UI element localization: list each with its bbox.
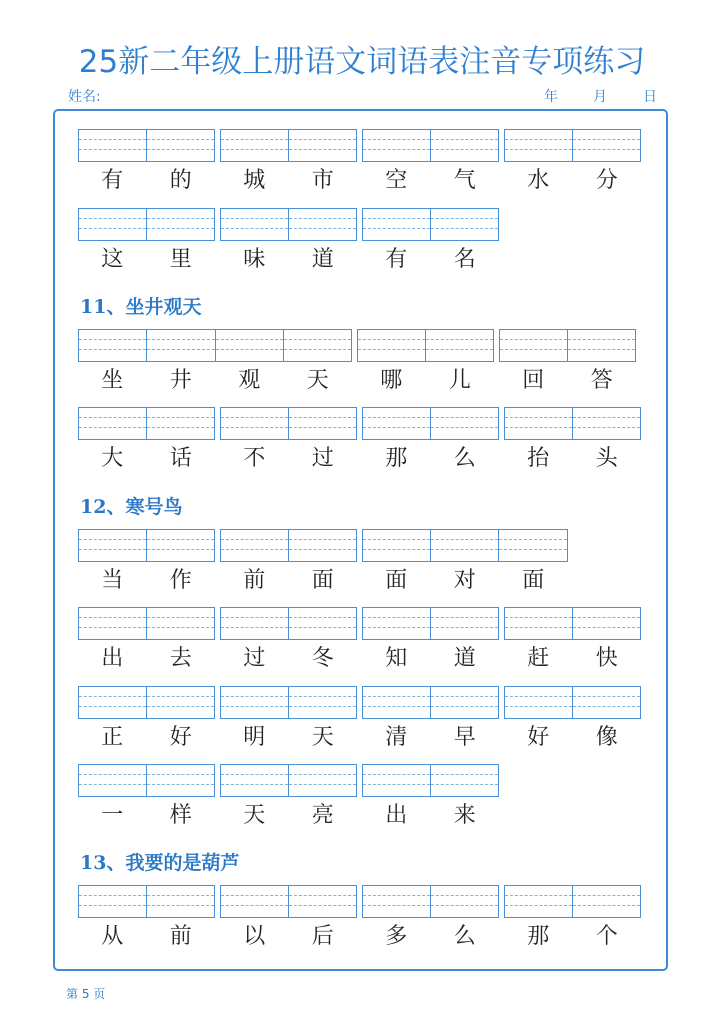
word-character: 回 [522, 368, 545, 393]
pinyin-cell[interactable] [146, 130, 214, 161]
pinyin-cell[interactable] [288, 608, 356, 639]
pinyin-cell[interactable] [146, 530, 214, 561]
word-character: 空 [385, 168, 408, 193]
section-title: 11、坐井观天 [80, 296, 202, 318]
pinyin-grid[interactable] [220, 885, 357, 918]
word-character: 气 [453, 168, 476, 193]
word-character: 名 [453, 247, 476, 272]
word-character: 不 [243, 446, 266, 471]
pinyin-cell[interactable] [146, 765, 214, 796]
pinyin-grid[interactable] [78, 407, 215, 440]
word-character: 前 [243, 568, 266, 593]
year-label: 年 [544, 89, 558, 105]
word-character: 市 [311, 168, 334, 193]
word-character: 头 [595, 446, 618, 471]
pinyin-grid[interactable] [220, 686, 357, 719]
word-character: 样 [169, 803, 192, 828]
pinyin-cell[interactable] [425, 330, 493, 361]
pinyin-cell[interactable] [572, 886, 640, 917]
pinyin-cell[interactable] [288, 408, 356, 439]
word-character: 好 [527, 725, 550, 750]
pinyin-grid[interactable] [220, 529, 357, 562]
pinyin-grid[interactable] [504, 407, 641, 440]
pinyin-grid[interactable] [504, 686, 641, 719]
pinyin-cell[interactable] [505, 886, 572, 917]
word-character: 哪 [380, 368, 403, 393]
word-character: 后 [311, 924, 334, 949]
pinyin-cell[interactable] [288, 687, 356, 718]
word-character: 清 [385, 725, 408, 750]
word-character: 当 [101, 568, 124, 593]
pinyin-cell[interactable] [221, 408, 288, 439]
pinyin-cell[interactable] [221, 209, 288, 240]
month-label: 月 [593, 89, 607, 105]
word-character: 分 [595, 168, 618, 193]
word-character: 的 [169, 168, 192, 193]
pinyin-cell[interactable] [363, 886, 430, 917]
word-character: 天 [243, 803, 266, 828]
pinyin-cell[interactable] [363, 209, 430, 240]
pinyin-cell[interactable] [430, 530, 498, 561]
pinyin-cell[interactable] [288, 530, 356, 561]
word-character: 天 [311, 725, 334, 750]
pinyin-grid[interactable] [220, 764, 357, 797]
word-character: 面 [522, 568, 545, 593]
pinyin-cell[interactable] [146, 608, 214, 639]
word-character: 道 [453, 646, 476, 671]
pinyin-cell[interactable] [505, 687, 572, 718]
word-character: 里 [169, 247, 192, 272]
name-label: 姓名: [68, 89, 101, 105]
pinyin-cell[interactable] [505, 130, 572, 161]
pinyin-cell[interactable] [505, 408, 572, 439]
pinyin-grid[interactable] [499, 329, 636, 362]
pinyin-cell[interactable] [430, 608, 498, 639]
pinyin-grid[interactable] [504, 129, 641, 162]
day-label: 日 [643, 89, 657, 105]
pinyin-cell[interactable] [572, 687, 640, 718]
word-character: 明 [243, 725, 266, 750]
word-character: 城 [243, 168, 266, 193]
word-character: 一 [101, 803, 124, 828]
word-character: 过 [311, 446, 334, 471]
pinyin-cell[interactable] [430, 408, 498, 439]
word-character: 多 [385, 924, 408, 949]
pinyin-cell[interactable] [363, 530, 430, 561]
pinyin-grid[interactable] [78, 764, 215, 797]
word-character: 个 [595, 924, 618, 949]
pinyin-cell[interactable] [79, 130, 146, 161]
word-character: 有 [385, 247, 408, 272]
pinyin-grid[interactable] [362, 529, 568, 562]
word-character: 味 [243, 247, 266, 272]
section-title: 12、寒号鸟 [80, 496, 183, 518]
pinyin-cell[interactable] [430, 209, 498, 240]
word-character: 过 [243, 646, 266, 671]
pinyin-cell[interactable] [500, 330, 567, 361]
pinyin-grid[interactable] [78, 607, 215, 640]
page-number: 第 5 页 [66, 987, 106, 1001]
section-title: 13、我要的是葫芦 [80, 852, 240, 874]
pinyin-cell[interactable] [79, 408, 146, 439]
pinyin-cell[interactable] [363, 687, 430, 718]
pinyin-cell[interactable] [363, 130, 430, 161]
word-character: 有 [101, 168, 124, 193]
word-character: 好 [169, 725, 192, 750]
pinyin-cell[interactable] [498, 530, 566, 561]
pinyin-cell[interactable] [146, 886, 214, 917]
pinyin-cell[interactable] [430, 886, 498, 917]
pinyin-cell[interactable] [283, 330, 351, 361]
pinyin-cell[interactable] [79, 530, 146, 561]
pinyin-cell[interactable] [146, 209, 214, 240]
pinyin-cell[interactable] [221, 608, 288, 639]
word-character: 冬 [311, 646, 334, 671]
word-character: 面 [385, 568, 408, 593]
word-character: 么 [453, 924, 476, 949]
word-character: 抬 [527, 446, 550, 471]
page-title: 25新二年级上册语文词语表注音专项练习 [78, 44, 646, 80]
pinyin-cell[interactable] [505, 608, 572, 639]
word-character: 从 [101, 924, 124, 949]
word-character: 水 [527, 168, 550, 193]
pinyin-grid[interactable] [220, 607, 357, 640]
word-character: 井 [169, 368, 192, 393]
word-character: 那 [527, 924, 550, 949]
pinyin-grid[interactable] [362, 885, 499, 918]
pinyin-grid[interactable] [220, 208, 357, 241]
pinyin-grid[interactable] [362, 208, 499, 241]
word-character: 答 [590, 368, 613, 393]
word-character: 儿 [448, 368, 471, 393]
pinyin-grid[interactable] [78, 686, 215, 719]
pinyin-cell[interactable] [430, 130, 498, 161]
pinyin-cell[interactable] [221, 687, 288, 718]
pinyin-cell[interactable] [358, 330, 425, 361]
pinyin-cell[interactable] [221, 530, 288, 561]
word-character: 道 [311, 247, 334, 272]
pinyin-grid[interactable] [362, 607, 499, 640]
pinyin-cell[interactable] [567, 330, 635, 361]
pinyin-cell[interactable] [221, 765, 288, 796]
pinyin-cell[interactable] [79, 886, 146, 917]
pinyin-cell[interactable] [288, 130, 356, 161]
word-character: 早 [453, 725, 476, 750]
pinyin-grid[interactable] [220, 407, 357, 440]
pinyin-cell[interactable] [79, 209, 146, 240]
word-character: 快 [595, 646, 618, 671]
pinyin-cell[interactable] [79, 608, 146, 639]
pinyin-grid[interactable] [362, 129, 499, 162]
pinyin-grid[interactable] [504, 885, 641, 918]
pinyin-cell[interactable] [215, 330, 283, 361]
word-character: 出 [101, 646, 124, 671]
pinyin-cell[interactable] [79, 330, 146, 361]
pinyin-grid[interactable] [78, 329, 352, 362]
pinyin-cell[interactable] [363, 408, 430, 439]
pinyin-grid[interactable] [357, 329, 494, 362]
pinyin-cell[interactable] [430, 765, 498, 796]
pinyin-cell[interactable] [430, 687, 498, 718]
word-character: 么 [453, 446, 476, 471]
pinyin-grid[interactable] [78, 208, 215, 241]
word-character: 以 [243, 924, 266, 949]
word-character: 坐 [101, 368, 124, 393]
pinyin-grid[interactable] [78, 529, 215, 562]
word-character: 出 [385, 803, 408, 828]
word-character: 去 [169, 646, 192, 671]
pinyin-cell[interactable] [288, 886, 356, 917]
word-character: 正 [101, 725, 124, 750]
pinyin-grid[interactable] [220, 129, 357, 162]
word-character: 那 [385, 446, 408, 471]
pinyin-cell[interactable] [79, 687, 146, 718]
pinyin-cell[interactable] [146, 687, 214, 718]
pinyin-grid[interactable] [362, 764, 499, 797]
pinyin-cell[interactable] [572, 130, 640, 161]
word-character: 亮 [311, 803, 334, 828]
word-character: 知 [385, 646, 408, 671]
pinyin-cell[interactable] [146, 330, 214, 361]
word-character: 面 [311, 568, 334, 593]
pinyin-grid[interactable] [362, 407, 499, 440]
pinyin-cell[interactable] [288, 209, 356, 240]
word-character: 作 [169, 568, 192, 593]
pinyin-cell[interactable] [288, 765, 356, 796]
word-character: 话 [169, 446, 192, 471]
pinyin-cell[interactable] [221, 886, 288, 917]
pinyin-cell[interactable] [572, 608, 640, 639]
pinyin-cell[interactable] [363, 608, 430, 639]
word-character: 这 [101, 247, 124, 272]
word-character: 来 [453, 803, 476, 828]
word-character: 像 [595, 725, 618, 750]
word-character: 对 [453, 568, 476, 593]
pinyin-grid[interactable] [78, 885, 215, 918]
pinyin-grid[interactable] [78, 129, 215, 162]
pinyin-cell[interactable] [146, 408, 214, 439]
pinyin-grid[interactable] [362, 686, 499, 719]
word-character: 赶 [527, 646, 550, 671]
word-character: 天 [306, 368, 329, 393]
pinyin-cell[interactable] [572, 408, 640, 439]
pinyin-cell[interactable] [79, 765, 146, 796]
word-character: 观 [238, 368, 261, 393]
word-character: 大 [101, 446, 124, 471]
word-character: 前 [169, 924, 192, 949]
pinyin-cell[interactable] [221, 130, 288, 161]
pinyin-grid[interactable] [504, 607, 641, 640]
pinyin-cell[interactable] [363, 765, 430, 796]
